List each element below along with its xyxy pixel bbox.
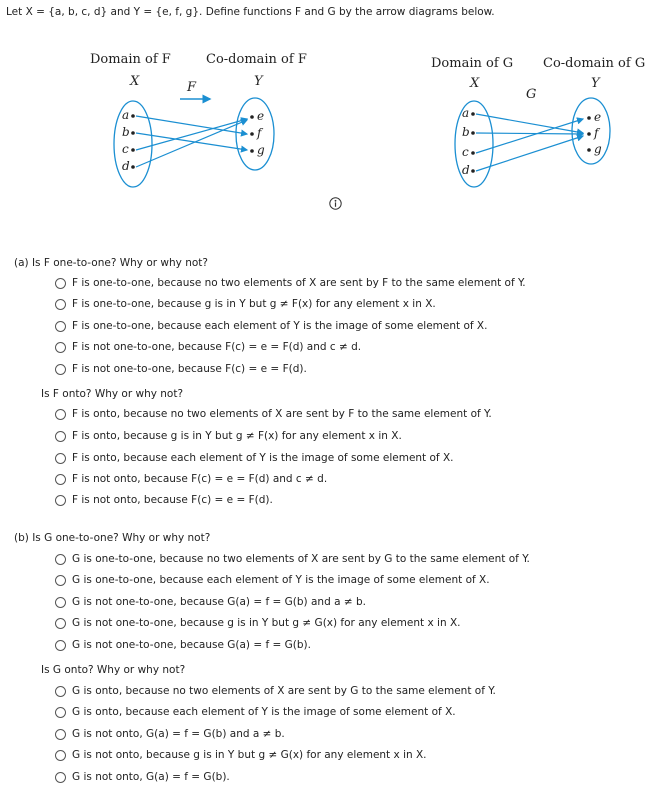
codomain-elem-f: f [594,126,599,140]
domain-elem-b: b [462,125,470,139]
radio-button[interactable] [55,409,66,420]
part-a-q2-option-4[interactable]: F is not onto, because F(c) = e = F(d) and c ≠ d. [55,473,327,485]
problem-intro: Let X = {a, b, c, d} and Y = {e, f, g}. Define functions F and G by the arrow diagrams below. [6,6,495,18]
radio-button[interactable] [55,750,66,761]
codomain-oval-g [572,98,610,164]
radio-button[interactable] [55,575,66,586]
radio-button[interactable] [55,278,66,289]
domain-elem-c: c [462,145,469,159]
part-a-q1-option-1[interactable]: F is one-to-one, because no two elements of X are sent by F to the same element of Y. [55,277,526,289]
codomain-elem-e: e [257,109,265,123]
part-b-question-one-to-one: (b) Is G one-to-one? Why or why not? [14,532,211,544]
part-a-q2-option-1[interactable]: F is onto, because no two elements of X are sent by F to the same element of Y. [55,408,492,420]
domain-elem-a: a [462,106,470,120]
codomain-set-f: Y [254,74,263,89]
radio-button[interactable] [55,495,66,506]
arrow-diagram-g [428,50,658,203]
part-b-question-onto: Is G onto? Why or why not? [41,664,186,676]
domain-elem-a: a [122,108,130,122]
arrow-diagram-f [90,46,320,199]
function-label-g: G [526,87,537,102]
part-b-q2-option-5[interactable]: G is not onto, G(a) = f = G(b). [55,771,230,783]
part-a-q1-option-3[interactable]: F is one-to-one, because each element of Y is the image of some element of X. [55,320,487,332]
codomain-title-f: Co-domain of F [206,52,307,67]
part-b-q1-option-5[interactable]: G is not one-to-one, because G(a) = f = G(b). [55,639,311,651]
radio-button[interactable] [55,618,66,629]
codomain-elem-e: e [594,110,602,124]
radio-button[interactable] [55,364,66,375]
radio-button[interactable] [55,299,66,310]
part-a-q2-option-2[interactable]: F is onto, because g is in Y but g ≠ F(x) for any element x in X. [55,430,402,442]
part-b-q1-option-4[interactable]: G is not one-to-one, because g is in Y but g ≠ G(x) for any element x in X. [55,617,460,629]
codomain-elem-g: g [257,143,265,157]
radio-button[interactable] [55,342,66,353]
radio-button[interactable] [55,772,66,783]
part-a-q2-option-3[interactable]: F is onto, because each element of Y is the image of some element of X. [55,452,454,464]
domain-oval-f [114,101,152,187]
codomain-title-g: Co-domain of G [543,56,646,71]
part-b-q2-option-3[interactable]: G is not onto, G(a) = f = G(b) and a ≠ b. [55,728,285,740]
radio-button[interactable] [55,431,66,442]
radio-button[interactable] [55,597,66,608]
domain-elem-d: d [122,159,130,173]
radio-button[interactable] [55,474,66,485]
radio-button[interactable] [55,554,66,565]
domain-set-f: X [130,74,140,89]
part-a-question-one-to-one: (a) Is F one-to-one? Why or why not? [14,257,208,269]
codomain-elem-f: f [257,126,262,140]
domain-title-g: Domain of G [431,56,514,71]
radio-button[interactable] [55,729,66,740]
part-a-q1-option-2[interactable]: F is one-to-one, because g is in Y but g ≠ F(x) for any element x in X. [55,298,436,310]
domain-title-f: Domain of F [90,52,171,67]
domain-set-g: X [470,76,480,91]
part-b-q2-option-2[interactable]: G is onto, because each element of Y is the image of some element of X. [55,706,456,718]
domain-elem-c: c [122,142,129,156]
part-a-question-onto: Is F onto? Why or why not? [41,388,184,400]
codomain-oval-f [236,98,274,170]
part-b-q1-option-2[interactable]: G is one-to-one, because each element of Y is the image of some element of X. [55,574,490,586]
part-b-q2-option-4[interactable]: G is not onto, because g is in Y but g ≠ G(x) for any element x in X. [55,749,427,761]
radio-button[interactable] [55,686,66,697]
domain-elem-b: b [122,125,130,139]
part-a-q1-option-4[interactable]: F is not one-to-one, because F(c) = e = F(d) and c ≠ d. [55,341,361,353]
radio-button[interactable] [55,707,66,718]
domain-elem-d: d [462,163,470,177]
radio-button[interactable] [55,453,66,464]
part-a-q2-option-5[interactable]: F is not onto, because F(c) = e = F(d). [55,494,273,506]
part-a-q1-option-5[interactable]: F is not one-to-one, because F(c) = e = F(d). [55,363,307,375]
codomain-set-g: Y [591,76,600,91]
function-label-f: F [187,80,197,95]
part-b-q2-option-1[interactable]: G is onto, because no two elements of X are sent by G to the same element of Y. [55,685,496,697]
codomain-elem-g: g [594,142,602,156]
radio-button[interactable] [55,640,66,651]
part-b-q1-option-1[interactable]: G is one-to-one, because no two elements of X are sent by G to the same element of Y. [55,553,530,565]
radio-button[interactable] [55,321,66,332]
info-icon[interactable] [329,197,342,210]
part-b-q1-option-3[interactable]: G is not one-to-one, because G(a) = f = G(b) and a ≠ b. [55,596,366,608]
